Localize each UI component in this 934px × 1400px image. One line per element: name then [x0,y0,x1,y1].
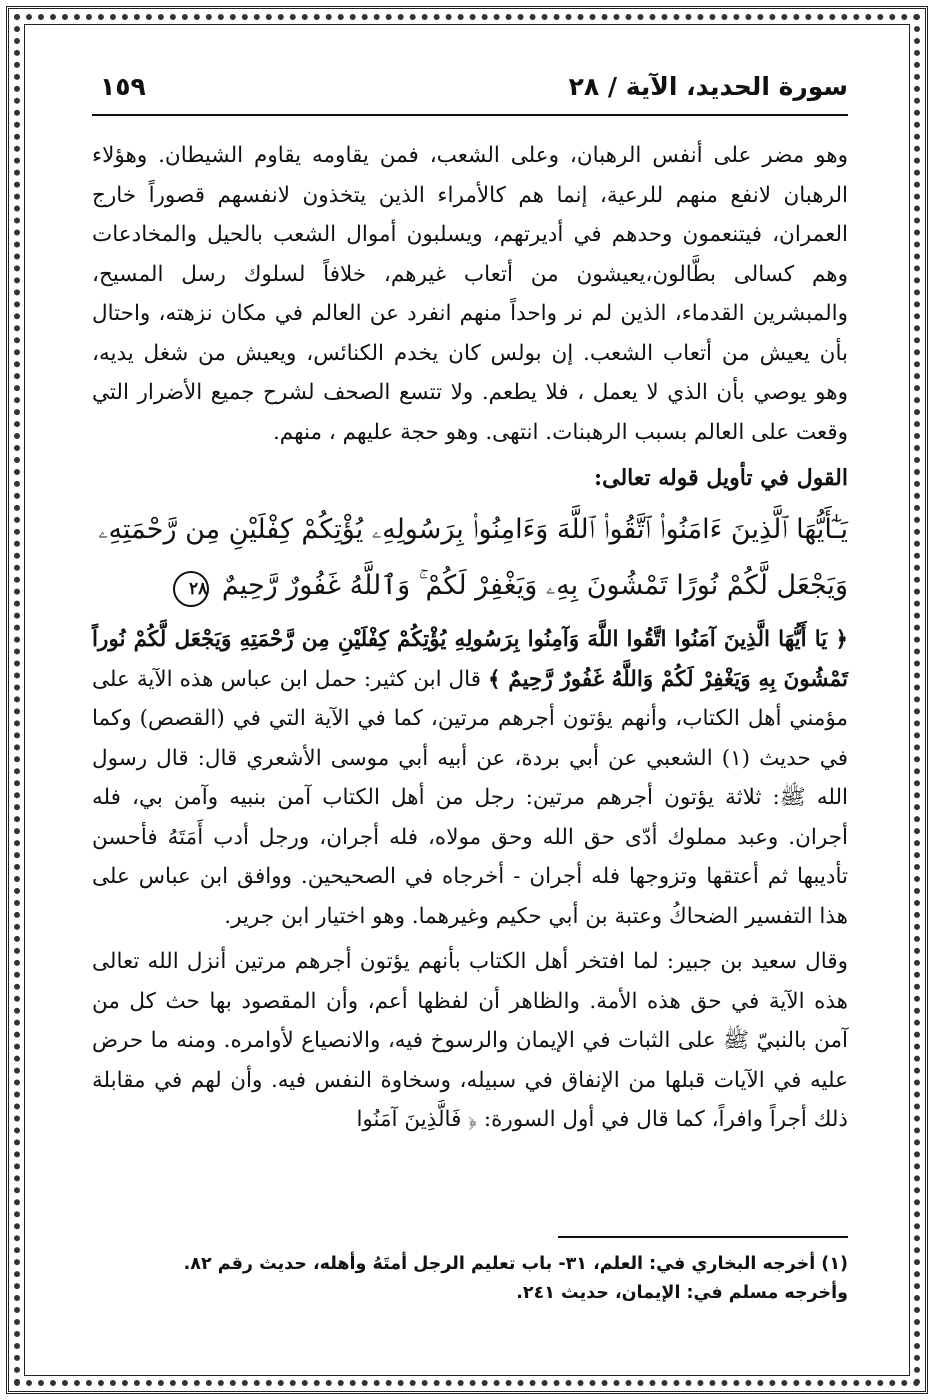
page-number: ١٥٩ [100,72,146,101]
footnote-1: (١) أخرجه البخاري في: العلم، ٣١- باب تعليم الرجل أمتَهُ وأهله، حديث رقم ٨٢. [183,1254,848,1274]
verse-line-2-text: وَيَجْعَل لَّكُمْ نُورًا تَمْشُونَ بِهِۦ وَيَغْفِرْ لَكُمْ ۚ وَٱللَّهُ غَفُورٌ رَّحِيمٌ [221,570,848,601]
main-text [92,136,848,1140]
verse-number-marker: ٢٨ [173,571,209,607]
footnote-rule [558,1236,848,1238]
paragraph-2 [92,620,848,936]
section-heading: القول في تأويل قوله تعالى: [594,465,848,491]
page-header [92,70,848,116]
paragraph-3: وقال سعيد بن جبير: لما افتخر أهل الكتاب بأنهم يؤتون أجرهم مرتين أنزل الله تعالى هذه الآية في حق هذه الأمة. والظاهر أن لفظها أعم، وأن المقصود بها حث كل من آمن بالنبيّ ﷺ على الثبات في الإيمان والرسوخ فيه، والانصياع لأوامره. ومنه ما حرض عليه في الآيات قبلها من الإنفاق في سبيله، وسخاوة النفس فيه. وأن لهم في مقابلة ذلك أجراً وافراً، كما قال في أول السورة: ﴿ فَالَّذِينَ آمَنُوا [92,949,848,1132]
book-page [92,70,848,1340]
verse-quote: ﴿ يَا أَيُّهَا الَّذِينَ آمَنُوا اتَّقُوا اللَّهَ وَآمِنُوا بِرَسُولِهِ يُؤْتِكُمْ كِفْلَيْنِ مِن رَّحْمَتِهِ وَيَجْعَل لَّكُمْ نُوراً تَمْشُونَ بِهِ وَيَغْفِرْ لَكُمْ وَاللَّهُ غَفُورٌ رَّحِيمٌ ﴾ [92,627,848,692]
footnote-2: وأخرجه مسلم في: الإيمان، حديث ٢٤١. [516,1283,848,1303]
footnotes [92,1250,848,1308]
paragraph-1: وهو مضر على أنفس الرهبان، وعلى الشعب، فمن يقاومه يقاوم الشيطان. وهؤلاء الرهبان لانفع منهم للرعية، إنما هم كالأمراء الذين يتخذون لانفسهم قصوراً خارج العمران، فيتنعمون وحدهم في أديرتهم، ويسلبون أموال الشعب بالحيل والمخادعات وهم كسالى بطَّالون،يعيشون من أتعاب غيرهم، خلافاً لسلوك رسل المسيح، والمبشرين القدماء، الذين لم نر واحداً منهم انفرد عن العالم في مكان نزهته، واحتال بأن يعيش من أتعاب الشعب. إن بولس كان يخدم الكنائس، ويعيش من شغل يديه، وهو يوصي بأن الذي لا يعمل ، فلا يطعم. ولا تتسع الصحف لشرح جميع الأضرار التي وقعت على العالم بسبب الرهبنات. انتهى. وهو حجة عليهم ، منهم. [92,143,849,445]
verse-line-2 [92,558,848,614]
running-head: سورة الحديد، الآية / ٢٨ [568,72,848,101]
quran-verse [92,502,848,614]
verse-line-1: يَـٰٓأَيُّهَا ٱلَّذِينَ ءَامَنُوا۟ ٱتَّقُوا۟ ٱللَّهَ وَءَامِنُوا۟ بِرَسُولِهِۦ يُؤْتِكُمْ كِفْلَيْنِ مِن رَّحْمَتِهِۦ [98,514,848,545]
paragraph-2-text: قال ابن كثير: حمل ابن عباس هذه الآية على مؤمني أهل الكتاب، وأنهم يؤتون أجرهم مرتين، كما في الآية التي في (القصص) وكما في حديث (١) الشعبي عن أبي بردة، عن أبيه أبي موسى الأشعري قال: قال رسول الله ﷺ: ثلاثة يؤتون أجرهم مرتين: رجل من أهل الكتاب آمن بنبيه وآمن بي، فله أجران. وعبد مملوك أدّى حق الله وحق مولاه، فله أجران، ورجل أدب أَمَتَهُ فأحسن تأديبها ثم أعتقها وتزوجها فله أجران - أخرجاه في الصحيحين. ووافق ابن عباس على هذا التفسير الضحاكُ وعتبة بن أبي حكيم وغيرهما. وهو اختيار ابن جرير. [92,666,848,929]
